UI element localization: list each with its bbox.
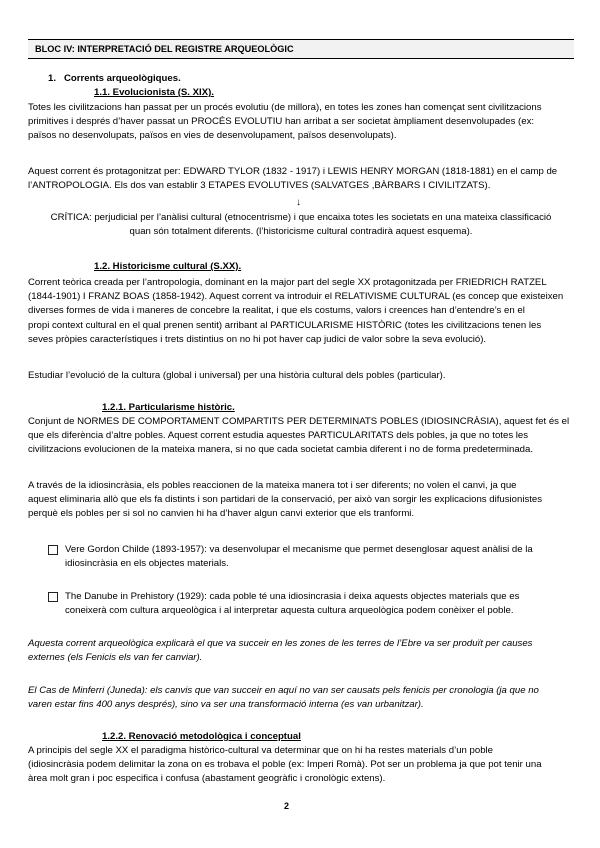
section-title bbox=[48, 72, 181, 86]
text-line: El Cas de Minferri (Juneda): els canvis que van succeir en aquí no van ser causats pels fenicis per cronologia (ja que no bbox=[28, 685, 539, 696]
text-line: Estudiar l’evolució de la cultura (global i universal) per una història cultural dels pobles (particular). bbox=[28, 370, 446, 381]
text-line: (idiosincràsia podem delimitar la zona on es trobava el poble (ex: Imperi Romà). Pot ser un problema ja que pot tenir una bbox=[28, 759, 542, 771]
paragraph-critica bbox=[28, 211, 574, 239]
text-line: civilitzacions evolucionen de la mateixa manera, si no que cada societat cambia diferent i no de forma predeterminada. bbox=[28, 444, 534, 456]
bloc-header bbox=[28, 39, 574, 59]
text-line: propi context cultural en el qual prenen sentit) arribant al PARTICULARISME HISTÒRIC (totes les civilitzacions tenen les bbox=[28, 319, 542, 331]
text-line: A través de la idiosincràsia, els pobles reaccionen de la mateixa manera tot i ser diferents; no volen el canvi, ja que bbox=[28, 480, 517, 491]
bloc-title: BLOC IV: INTERPRETACIÓ DEL REGISTRE ARQUEOLÒGIC bbox=[35, 44, 294, 54]
text-line: varen estar fins 400 anys després), sino va ser una transformació interna (es van urbanitzar). bbox=[28, 699, 424, 711]
text-line: Totes les civilitzacions han passat per un procés evolutiu (de millora), en totes les zones han començat sent civilitzacions bbox=[28, 102, 542, 113]
text-line: àrea molt gran i poc especifica i confusa (abastament geogràfic i cronològic extens). bbox=[28, 773, 386, 785]
subsection-1-2-2-title: 1.2.2. Renovació metodològica i conceptual bbox=[102, 731, 301, 742]
text-line: que els diferència d’altre pobles. Aquest corrent estudia aquestes PARTICULARITATS dels pobles, ja que no totes les bbox=[28, 430, 529, 442]
paragraph-particularisme-1 bbox=[28, 415, 574, 458]
page-number: 2 bbox=[284, 801, 290, 811]
subsection-1-2-1-title: 1.2.1. Particularisme històric. bbox=[102, 402, 235, 413]
paragraph-renovacio bbox=[28, 744, 574, 787]
down-arrow-icon: ↓ bbox=[296, 197, 301, 208]
text-line: The Danube in Prehistory (1929): cada poble té una idiosincrasia i deixa aquests objectes materials que es bbox=[65, 591, 520, 602]
checkbox-icon bbox=[48, 592, 58, 602]
text-line: perquè els pobles per si sol no canvien hi ha d’haver algun canvi exterior que els tranformi. bbox=[28, 508, 415, 520]
text-line: primitives i després d’haver passat un PROCÉS EVOLUTIU han arribat a ser societat àmpliament desenvolupades (ex: bbox=[28, 116, 535, 128]
text-line: idiosincràsia en els objectes materials. bbox=[65, 558, 229, 570]
text-line: quan són totalment diferents. (l’historicisme cultural contradirà aquest esquema). bbox=[129, 226, 473, 238]
text-line: CRÍTICA: perjudicial per l’anàlisi cultural (etnocentrisme) i que encaixa totes les societats en una mateixa classificació bbox=[50, 212, 552, 223]
text-line: diverses formes de vida i maneres de concebre la realitat, i que els costums, valors i creences han d’entendre’s en el bbox=[28, 305, 525, 317]
section-number: 1. bbox=[48, 73, 57, 84]
paragraph-minferri bbox=[28, 684, 574, 712]
paragraph-evolucionista-2 bbox=[28, 165, 574, 193]
text-line: l’ANTROPOLOGIA. Els dos van establir 3 ETAPES EVOLUTIVES (SALVATGES ,BÀRBARS I CIVILITZATS). bbox=[28, 180, 491, 192]
paragraph-particularisme-2 bbox=[28, 479, 574, 522]
text-line: A principis del segle XX el paradigma històrico-cultural va determinar que on hi ha restes materials d’un poble bbox=[28, 745, 494, 756]
text-line: (1844-1901) I FRANZ BOAS (1858-1942). Aquest corrent va introduir el RELATIVISME CULTURAL (es concep que existeixen bbox=[28, 291, 564, 303]
text-line: països no desenvolupats, països en vies de desenvolupament, països desenvolupats). bbox=[28, 130, 397, 142]
text-line: Aquest corrent és protagonitzat per: EDWARD TYLOR (1832 - 1917) i LEWIS HENRY MORGAN (1818-1881) en el camp de bbox=[28, 166, 558, 177]
text-line: Aquesta corrent arqueològica explicarà el que va succeir en les zones de les terres de l’Ebre va ser produït per causes bbox=[28, 638, 533, 649]
subsection-1-2-title: 1.2. Historicisme cultural (S.XX). bbox=[94, 261, 242, 272]
checkbox-icon bbox=[48, 545, 58, 555]
text-line: Vere Gordon Childe (1893-1957): va desenvolupar el mecanisme que permet desenglosar aquest anàlisi de la bbox=[65, 544, 533, 555]
bullet-text bbox=[65, 543, 533, 571]
paragraph-historicisme-2 bbox=[28, 369, 574, 383]
subsection-1-1-title: 1.1. Evolucionista (S. XIX). bbox=[94, 87, 214, 98]
text-line: aquest eliminaria allò que els fa distints i son partidari de la conservació, per això van sorgir les explicacions difusionistes bbox=[28, 494, 543, 506]
text-line: externes (els Fenicis els van fer canviar). bbox=[28, 652, 203, 664]
paragraph-ebre bbox=[28, 637, 574, 665]
text-line: Corrent teòrica creada per l’antropologia, dominant en la major part del segle XX protagonitzada per FRIEDRICH RATZEL bbox=[28, 277, 547, 288]
text-line: coneixerà com cultura arqueològica i al interpretar aquesta cultura arqueològica podem conèixer el poble. bbox=[65, 605, 514, 617]
text-line: seves pròpies característiques i trets distintius on no hi pot haver cap judici de valor sobre la seva evolució). bbox=[28, 333, 487, 345]
text-line: Conjunt de NORMES DE COMPORTAMENT COMPARTITS PER DETERMINATS POBLES (IDIOSINCRÀSIA), aquest fet és el bbox=[28, 416, 570, 427]
paragraph-evolucionista-1 bbox=[28, 101, 574, 144]
bullet-text bbox=[65, 590, 519, 618]
paragraph-historicisme-1 bbox=[28, 276, 574, 347]
section-heading: Corrents arqueològiques. bbox=[64, 73, 181, 84]
